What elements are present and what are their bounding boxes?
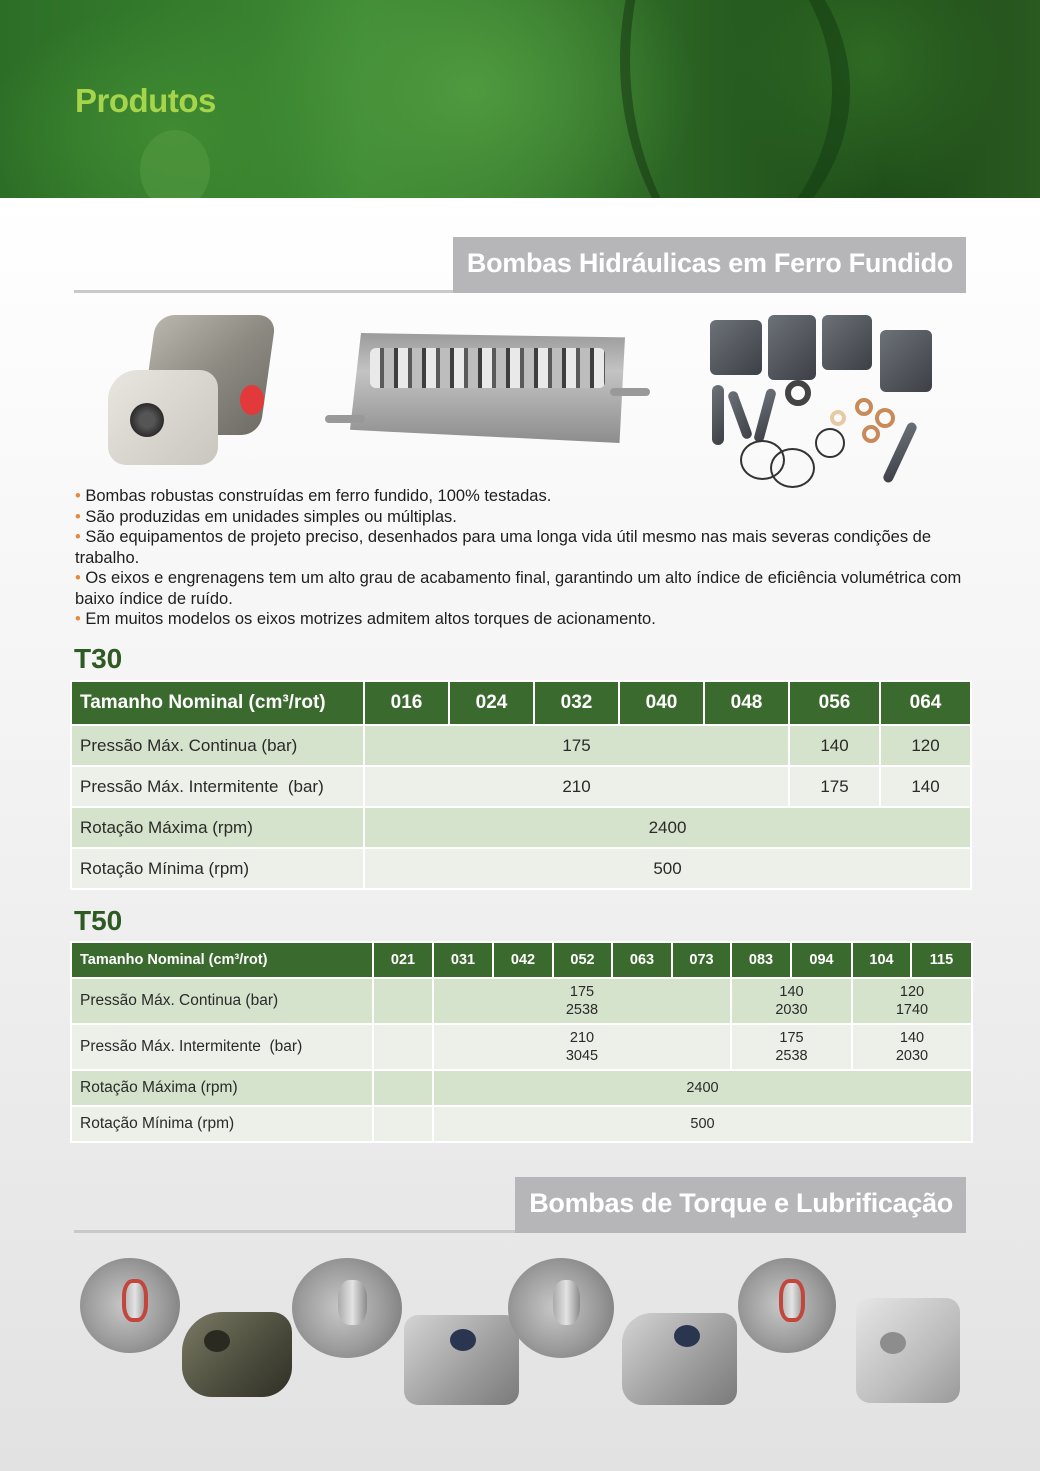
table-cell [373,1024,433,1070]
hero-decoration [140,130,210,198]
row-label: Pressão Máx. Intermitente (bar) [71,1024,373,1070]
torque-pump-5-photo [508,1258,614,1358]
feature-list [75,486,975,630]
column-header: 052 [553,942,612,978]
row-label: Pressão Máx. Continua (bar) [71,725,364,766]
table-cell: 2400 [433,1070,972,1106]
bullet-icon: • [75,487,81,505]
column-header: 048 [704,681,789,725]
column-header: 040 [619,681,704,725]
torque-pump-3-photo [292,1258,402,1358]
column-header: 031 [433,942,493,978]
model-title-t30: T30 [74,643,123,674]
bullet-icon: • [75,507,81,526]
pump-parts-kit-photo [700,310,950,485]
table-row [71,848,971,889]
table-row [71,725,971,766]
table-row [71,807,971,848]
page-title: Produtos [75,82,216,119]
column-header: Tamanho Nominal (cm³/rot) [71,681,364,725]
column-header: 094 [791,942,852,978]
table-cell: 175 2538 [433,978,731,1024]
table-cell: 140 2030 [852,1024,972,1070]
section-title: Bombas Hidráulicas em Ferro Fundido [453,237,966,293]
table-cell: 175 2538 [731,1024,852,1070]
column-header: 016 [364,681,449,725]
bullet-icon: • [75,610,81,628]
section-title: Bombas de Torque e Lubrificação [515,1177,966,1233]
torque-pump-4-photo [404,1315,519,1405]
column-header: Tamanho Nominal (cm³/rot) [71,942,373,978]
feature-item: • São equipamentos de projeto preciso, desenhados para uma longa vida útil mesmo nas mais severas condições de trabalho. [75,528,932,567]
column-header: 042 [493,942,553,978]
table-header-row [71,681,971,725]
row-label: Pressão Máx. Continua (bar) [71,978,373,1024]
section-header-torque [74,1177,966,1233]
table-row [71,1070,972,1106]
table-cell: 210 3045 [433,1024,731,1070]
table-cell: 140 [789,725,880,766]
bullet-icon: • [75,528,81,546]
product-photos [90,305,960,485]
spec-table-t30 [70,680,972,890]
table-cell: 120 1740 [852,978,972,1024]
torque-pump-2-photo [182,1312,292,1397]
feature-item: • Os eixos e engrenagens tem um alto grau de acabamento final, garantindo um alto índice de eficiência volumétrica com baixo índice de ruído. [75,569,962,608]
table-cell: 140 [880,766,971,807]
section-header-cast-iron [74,237,966,293]
column-header: 056 [789,681,880,725]
hero-banner [0,0,1040,198]
column-header: 104 [852,942,911,978]
bullet-icon: • [75,569,81,587]
torque-pump-1-photo [80,1258,180,1353]
feature-item: • Bombas robustas construídas em ferro fundido, 100% testadas. [75,487,552,505]
gear-pump-photo [108,315,278,465]
torque-pump-7-photo [738,1258,836,1353]
table-row [71,766,971,807]
table-header-row [71,942,972,978]
column-header: 115 [911,942,972,978]
spec-table-t50 [70,941,973,1143]
row-label: Rotação Máxima (rpm) [71,807,364,848]
multiple-pump-cutaway-photo [325,323,650,463]
table-cell: 2400 [364,807,971,848]
row-label: Rotação Máxima (rpm) [71,1070,373,1106]
table-row [71,978,972,1024]
column-header: 063 [612,942,672,978]
table-cell [373,1070,433,1106]
table-cell: 500 [433,1106,972,1142]
column-header: 083 [731,942,791,978]
column-header: 064 [880,681,971,725]
table-cell: 120 [880,725,971,766]
torque-pump-photos [70,1250,980,1450]
column-header: 073 [672,942,731,978]
hero-decoration [620,0,1040,198]
table-cell [373,978,433,1024]
table-cell: 140 2030 [731,978,852,1024]
table-cell: 175 [364,725,789,766]
feature-item: • São produzidas em unidades simples ou múltiplas. [75,507,457,526]
column-header: 024 [449,681,534,725]
model-title-t50: T50 [74,905,123,936]
table-row [71,1024,972,1070]
table-cell: 210 [364,766,789,807]
feature-item: • Em muitos modelos os eixos motrizes admitem altos torques de acionamento. [75,610,656,628]
row-label: Rotação Mínima (rpm) [71,848,364,889]
table-cell [373,1106,433,1142]
column-header: 021 [373,942,433,978]
column-header: 032 [534,681,619,725]
torque-pump-8-photo [856,1298,960,1403]
row-label: Pressão Máx. Intermitente (bar) [71,766,364,807]
table-cell: 175 [789,766,880,807]
table-row [71,1106,972,1142]
table-cell: 500 [364,848,971,889]
row-label: Rotação Mínima (rpm) [71,1106,373,1142]
torque-pump-6-photo [622,1313,737,1405]
